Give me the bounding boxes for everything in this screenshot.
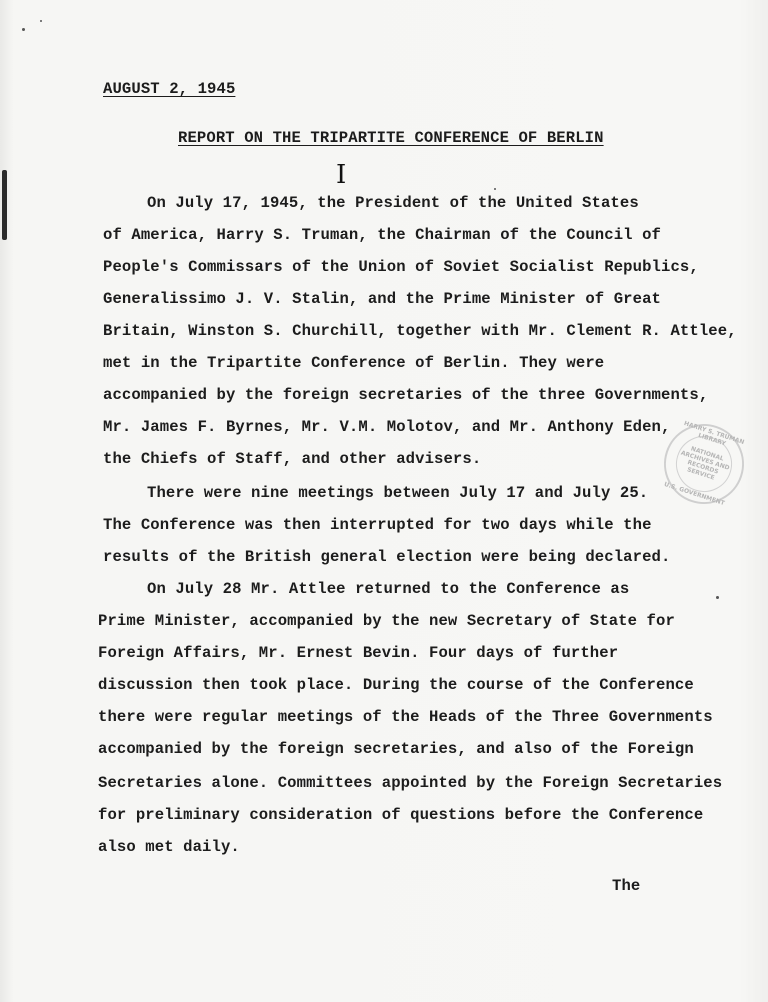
body-line: Britain, Winston S. Churchill, together with Mr. Clement R. Attlee, <box>103 322 737 340</box>
body-line: met in the Tripartite Conference of Berlin. They were <box>103 354 605 372</box>
body-line: Generalissimo J. V. Stalin, and the Prime Minister of Great <box>103 290 662 308</box>
body-line: Prime Minister, accompanied by the new Secretary of State for <box>98 612 675 630</box>
stamp-bottom-text: U.S. GOVERNMENT <box>663 480 726 508</box>
paper-speck <box>22 28 25 31</box>
stamp-ring-text: HARRY S. TRUMAN LIBRARY <box>683 420 746 448</box>
body-line: results of the British general election were being declared. <box>103 548 671 566</box>
body-line: for preliminary consideration of questions before the Conference <box>98 806 704 824</box>
document-date: AUGUST 2, 1945 <box>103 80 236 98</box>
body-line: The Conference was then interrupted for two days while the <box>103 516 652 534</box>
body-line: of America, Harry S. Truman, the Chairman of the Council of <box>103 226 662 244</box>
body-line: Foreign Affairs, Mr. Ernest Bevin. Four days of further <box>98 644 619 662</box>
body-line: On July 17, 1945, the President of the United States <box>147 194 639 212</box>
body-line: There were nine meetings between July 17 and July 25. <box>147 484 649 502</box>
body-line: the Chiefs of Staff, and other advisers. <box>103 450 482 468</box>
body-line: accompanied by the foreign secretaries of the three Governments, <box>103 386 709 404</box>
paper-speck <box>716 596 719 599</box>
section-numeral: I <box>336 160 347 190</box>
body-line: discussion then took place. During the course of the Conference <box>98 676 694 694</box>
stamp-center-text: NATIONAL ARCHIVES AND RECORDS SERVICE <box>679 445 731 482</box>
paper-speck <box>40 20 42 22</box>
binding-mark <box>2 170 7 240</box>
catchword: The <box>612 877 641 895</box>
body-line: Secretaries alone. Committees appointed by the Foreign Secretaries <box>98 774 723 792</box>
document-title: REPORT ON THE TRIPARTITE CONFERENCE OF BERLIN <box>178 129 604 147</box>
body-line: also met daily. <box>98 838 240 856</box>
paper-speck <box>494 188 496 190</box>
body-line: there were regular meetings of the Heads of the Three Governments <box>98 708 713 726</box>
body-line: Mr. James F. Byrnes, Mr. V.M. Molotov, and Mr. Anthony Eden, <box>103 418 671 436</box>
body-line: People's Commissars of the Union of Soviet Socialist Republics, <box>103 258 699 276</box>
body-line: On July 28 Mr. Attlee returned to the Conference as <box>147 580 630 598</box>
body-line: accompanied by the foreign secretaries, and also of the Foreign <box>98 740 694 758</box>
